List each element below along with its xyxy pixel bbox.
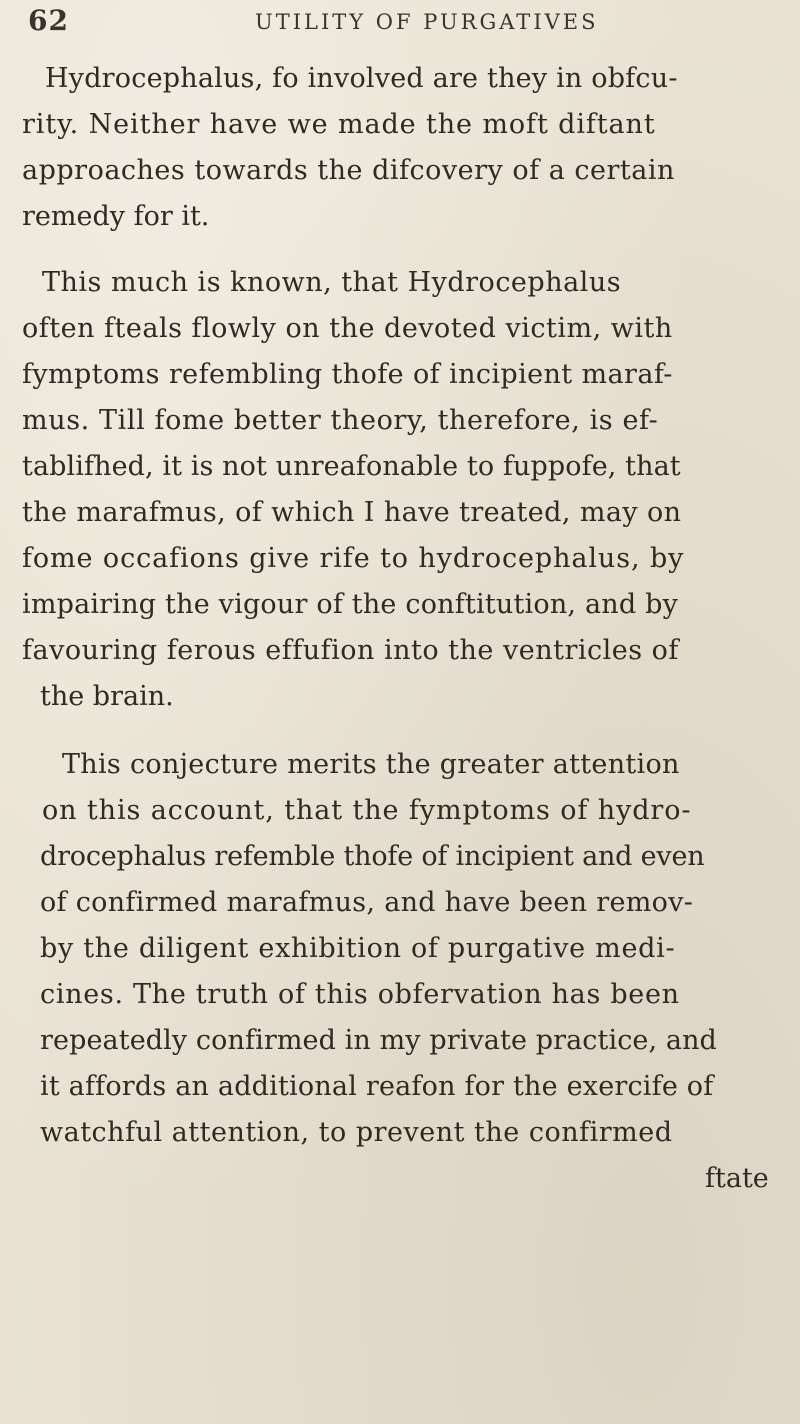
- text-line: by the diligent exhibition of purgative medi-: [40, 933, 676, 964]
- text-line: rity. Neither have we made the moft diftant: [22, 109, 656, 140]
- text-line: fome occafions give rife to hydrocephalus, by: [22, 543, 685, 574]
- text-line: of confirmed marafmus, and have been remov-: [40, 887, 694, 918]
- text-line: approaches towards the difcovery of a certain: [22, 155, 675, 186]
- page-number: 62: [28, 4, 69, 37]
- text-line: cines. The truth of this obfervation has been: [40, 979, 680, 1010]
- text-line: often fteals flowly on the devoted victim, with: [22, 313, 673, 344]
- running-head: [0, 4, 800, 44]
- running-title: UTILITY OF PURGATIVES: [255, 10, 599, 34]
- text-line: on this account, that the fymptoms of hydro-: [42, 795, 692, 826]
- text-line: watchful attention, to prevent the confirmed: [40, 1117, 673, 1148]
- text-line: impairing the vigour of the conftitution, and by: [22, 589, 679, 620]
- text-line: tablifhed, it is not unreafonable to fuppofe, that: [22, 451, 681, 482]
- text-line: This much is known, that Hydrocephalus: [42, 267, 622, 298]
- text-line: drocephalus refemble thofe of incipient and even: [40, 841, 705, 872]
- text-line: remedy for it.: [22, 201, 210, 232]
- text-line: Hydrocephalus, fo involved are they in obfcu-: [45, 63, 678, 94]
- text-line: favouring ferous effufion into the ventricles of: [22, 635, 679, 666]
- text-line: This conjecture merits the greater attention: [62, 749, 680, 780]
- text-line: repeatedly confirmed in my private practice, and: [40, 1025, 717, 1056]
- text-line: the marafmus, of which I have treated, may on: [22, 497, 682, 528]
- text-line: fymptoms refembling thofe of incipient maraf-: [22, 359, 673, 390]
- text-line: the brain.: [40, 681, 174, 712]
- text-line: mus. Till fome better theory, therefore, is ef-: [22, 405, 659, 436]
- catchword: ftate: [705, 1163, 769, 1194]
- text-line: it affords an additional reafon for the exercife of: [40, 1071, 714, 1102]
